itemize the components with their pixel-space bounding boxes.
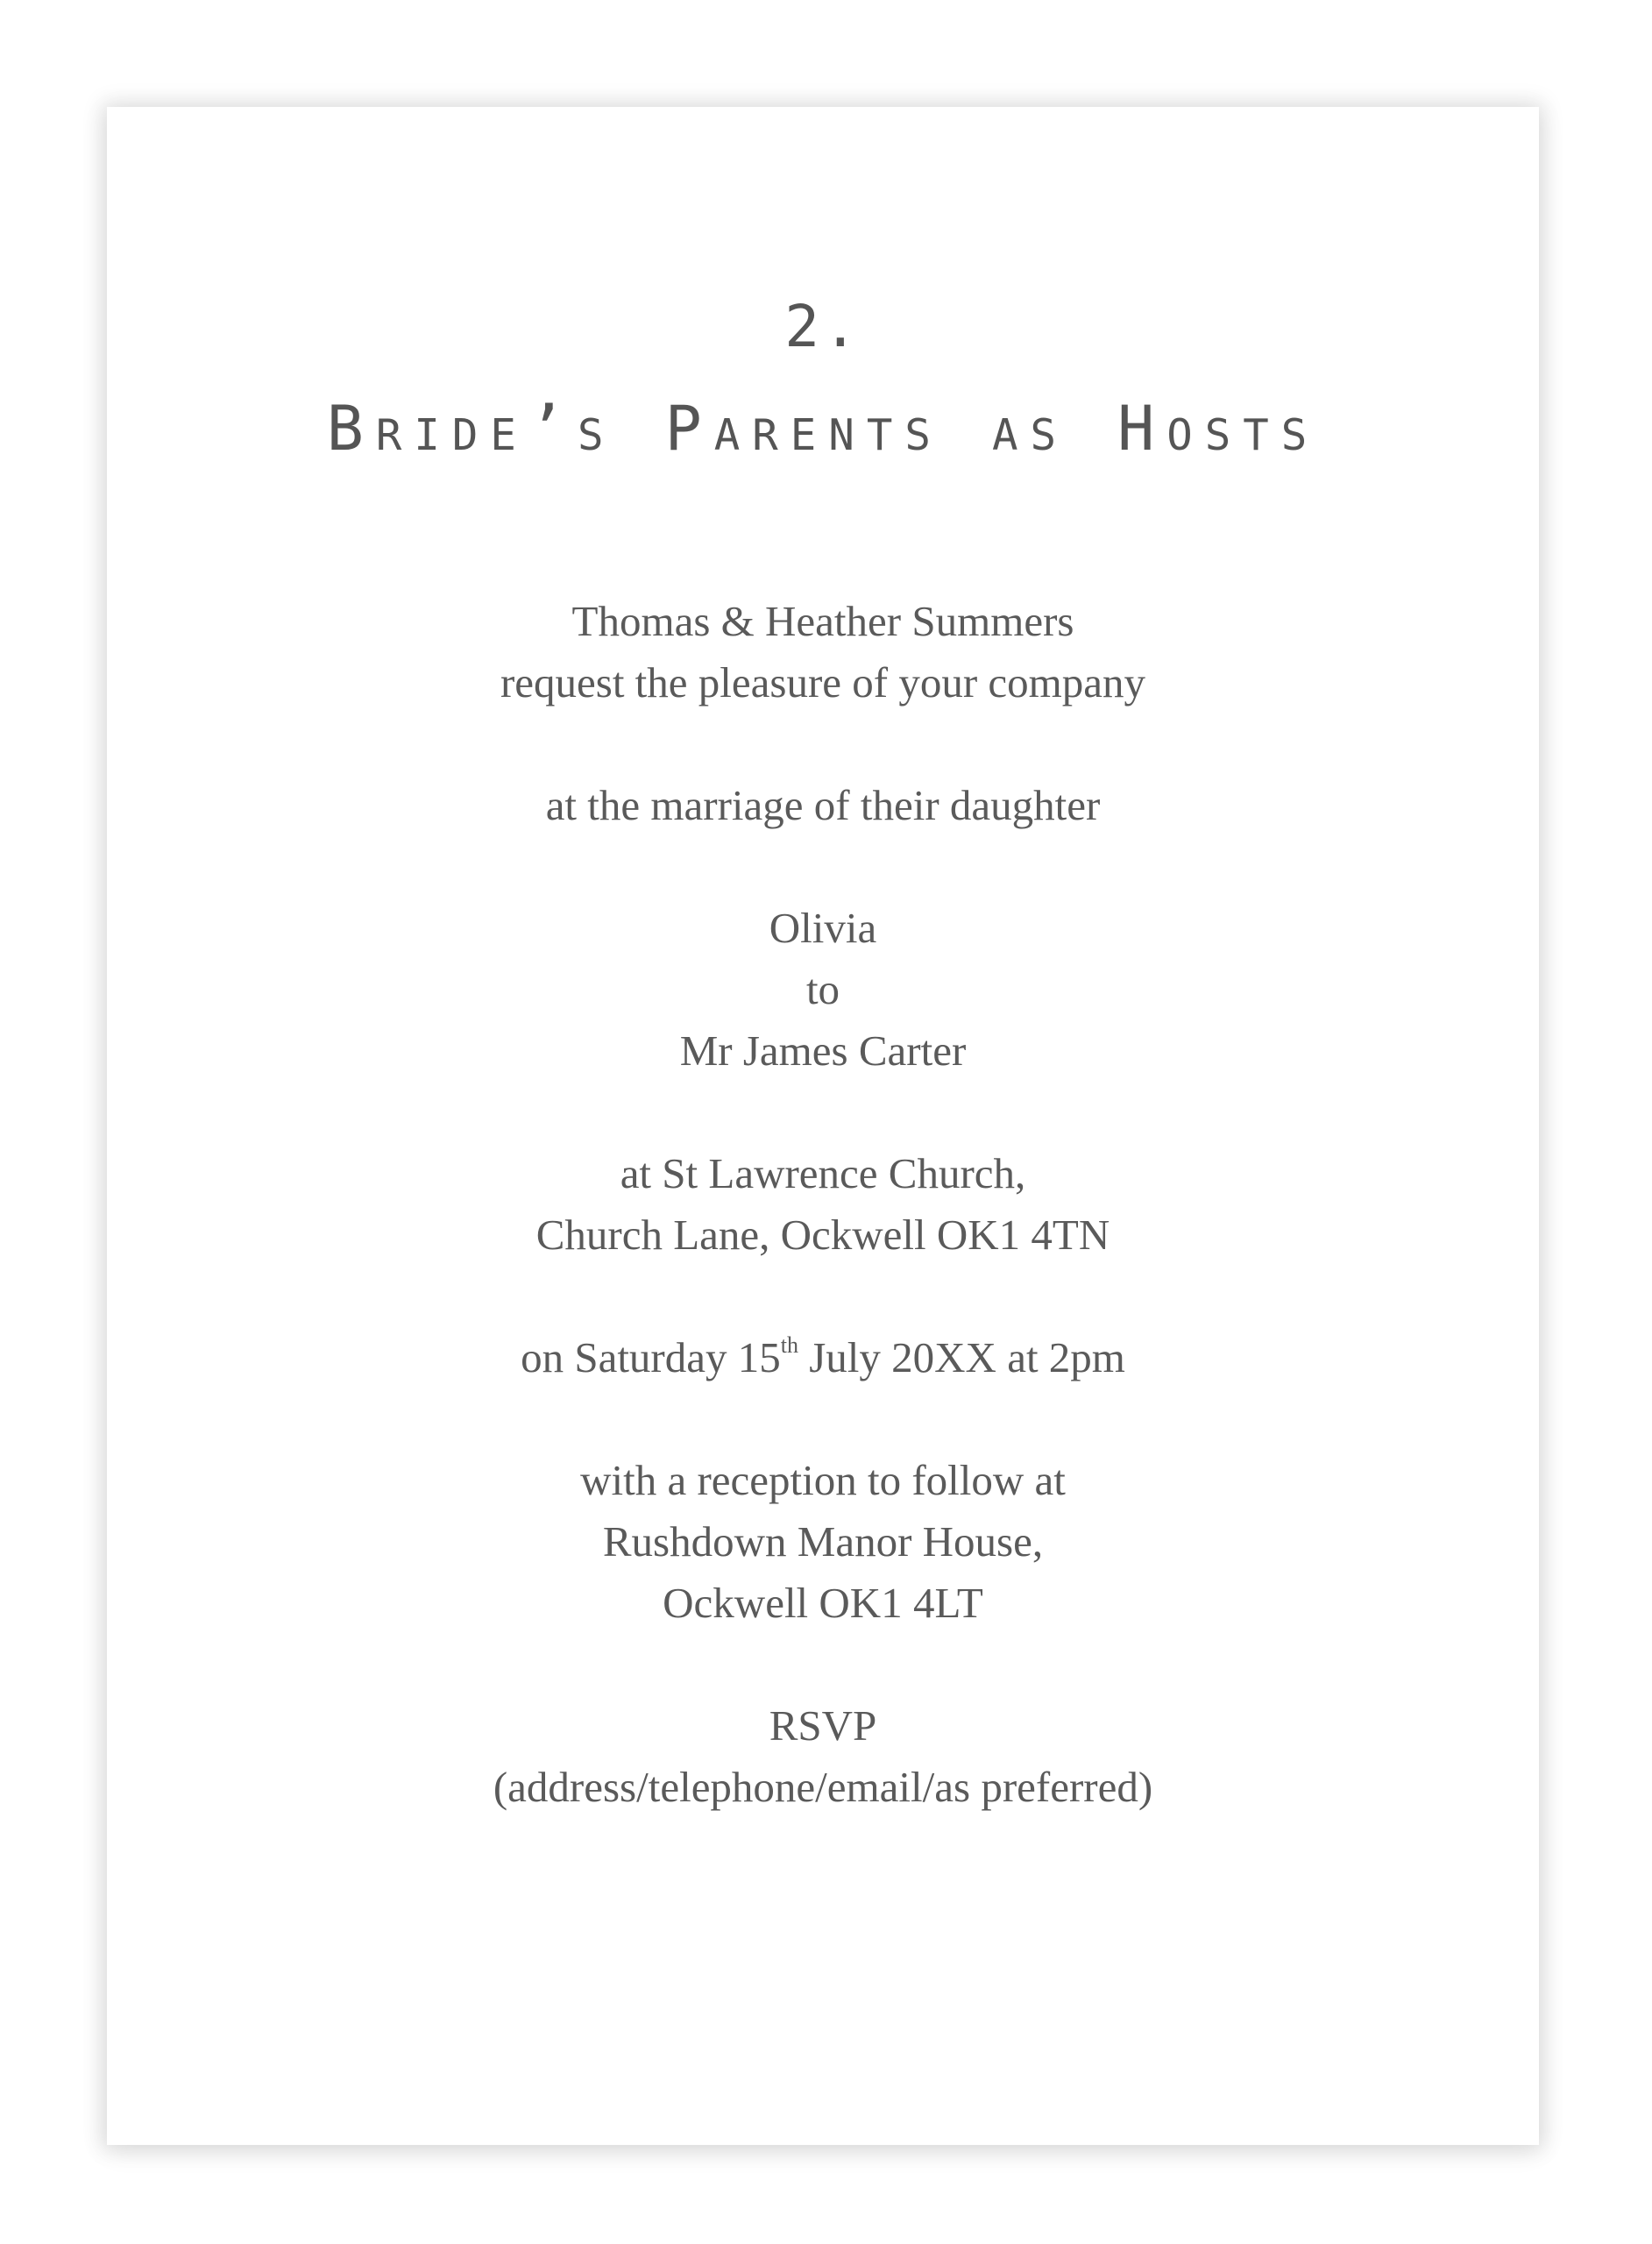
spacer [107,1388,1539,1450]
venue-line-1: at St Lawrence Church, [620,1149,1026,1197]
spacer [107,836,1539,898]
hosts-line: Thomas & Heather Summers [571,597,1074,645]
request-line: request the pleasure of your company [500,658,1146,707]
rsvp-details: (address/telephone/email/as preferred) [493,1763,1153,1811]
reception-line-3: Ockwell OK1 4LT [663,1579,983,1627]
spacer [107,1266,1539,1327]
groom-name: Mr James Carter [679,1026,967,1075]
rsvp-label: RSVP [769,1701,877,1750]
reception-line-1: with a reception to follow at [580,1456,1066,1504]
spacer [107,1082,1539,1143]
date-rest: July 20XX at 2pm [798,1333,1125,1381]
spacer [107,1634,1539,1695]
reception-line-2: Rushdown Manor House, [602,1517,1044,1566]
date-line [107,1327,1539,1388]
to-line: to [805,965,840,1013]
spacer [107,714,1539,775]
invitation-text [107,591,1539,1818]
date-prefix: on Saturday 15 [521,1333,781,1381]
invitation-card [107,107,1539,2145]
section-heading: Bride’s Parents as Hosts [326,393,1320,465]
section-number: 2. [784,293,861,360]
occasion-line: at the marriage of their daughter [545,781,1101,829]
date-ordinal-suffix: th [780,1332,798,1358]
venue-line-2: Church Lane, Ockwell OK1 4TN [535,1211,1110,1259]
bride-name: Olivia [769,904,877,952]
